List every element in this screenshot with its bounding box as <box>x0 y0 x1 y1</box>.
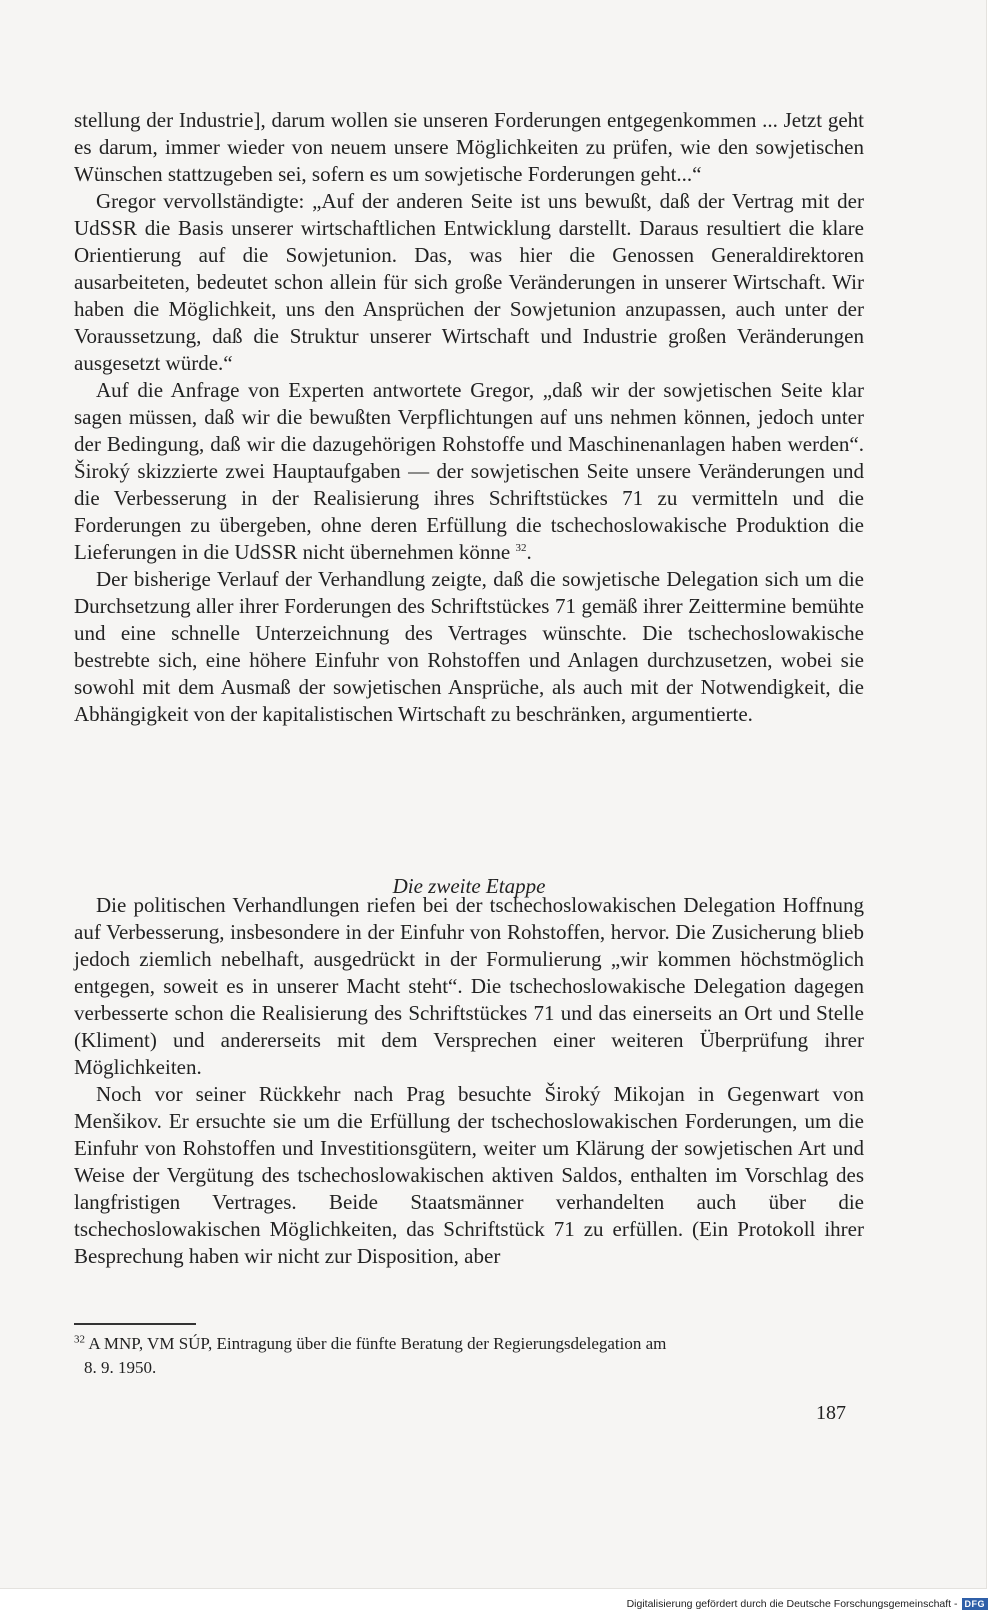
body-text-top <box>74 107 864 728</box>
footnote-number: 32 <box>74 1333 85 1346</box>
footnote-line-2: 8. 9. 1950. <box>84 1358 157 1377</box>
paragraph-2: Gregor vervollständigte: „Auf der anderen Seite ist uns bewußt, daß der Vertrag mit der UdSSR die Basis unserer wirtschaftlichen Entwicklung darstellt. Daraus resultiert die klare Orientierung auf die Sowjetunion. Das, was hier die Genossen Generaldirektoren ausarbeiteten, bedeutet schon allein für sich große Veränderungen in unserer Wirtschaft. Wir haben die Möglichkeit, uns den Ansprüchen der Sowjetunion anzupassen, auch unter der Voraussetzung, daß die Struktur unserer Wirtschaft und Industrie großen Veränderungen ausgesetzt würde.“ <box>74 189 864 375</box>
paragraph-5: Die politischen Verhandlungen riefen bei der tschechoslowakischen Delegation Hoffnung auf Verbesserung, insbesondere in der Einfuhr von Rohstoffen, hervor. Die Zusicherung blieb jedoch ziemlich nebelhaft, ausgedrückt in der Formulierung „wir kommen höchstmöglich entgegen, soweit es in unserer Macht steht“. Die tschechoslowakische Delegation dagegen verbesserte schon die Realisierung des Schriftstückes 71 und das einerseits an Ort und Stelle (Kliment) und andererseits mit dem Versprechen einer weiteren Überprüfung ihrer Möglichkeiten. <box>74 893 864 1079</box>
paragraph-3-text: Auf die Anfrage von Experten antwortete Gregor, „daß wir der sowjetischen Seite klar sagen müssen, daß wir die bewußten Verpflichtungen auf uns nehmen können, jedoch unter der Bedingung, daß wir die dazugehörigen Rohstoffe und Maschinenanlagen haben werden“. Široký skizzierte zwei Hauptaufgaben — der sowjetischen Seite unsere Veränderungen und die Verbesserung in der Realisierung ihres Schriftstückes 71 zu vermitteln und die Forderungen zu übergeben, ohne deren Erfüllung die tschechoslowakische Produktion die Lieferungen in die UdSSR nicht übernehmen könne <box>74 378 864 564</box>
footnote <box>74 1332 866 1380</box>
paragraph-3 <box>74 377 864 566</box>
digitization-credit <box>627 1598 988 1610</box>
page-number: 187 <box>816 1402 846 1424</box>
footnote-reference-suffix: . <box>526 540 532 564</box>
paragraph-4: Der bisherige Verlauf der Verhandlung zeigte, daß die sowjetische Delegation sich um die Durchsetzung aller ihrer Forderungen des Schriftstückes 71 gemäß ihrer Zeittermine bemühte und eine schnelle Unterzeichnung des Vertrages wünschte. Die tschechoslowakische bestrebte sich, eine höhere Einfuhr von Rohstoffen und Anlagen durchzusetzen, wobei sie sowohl mit dem Ausmaß der sowjetischen Ansprüche, als auch mit der Notwendigkeit, die Abhängigkeit von der kapitalistischen Wirtschaft zu beschränken, argumentierte. <box>74 567 864 726</box>
footnote-line-1: A MNP, VM SÚP, Eintragung über die fünfte Beratung der Regierungsdelegation am <box>88 1334 667 1353</box>
footnote-reference: 32 <box>515 542 527 554</box>
body-text-bottom <box>74 892 864 1270</box>
credit-text: Digitalisierung gefördert durch die Deutsche Forschungsgemeinschaft - <box>626 1598 958 1610</box>
paragraph-1: stellung der Industrie], darum wollen sie unseren Forderungen entgegenkommen ... Jetzt geht es darum, immer wieder von neuem unsere Möglichkeiten zu prüfen, wie den sowjetischen Wünschen stattzugeben sei, sofern es um sowjetische Forderungen geht...“ <box>74 108 864 186</box>
section-heading: Die zweite Etappe <box>392 874 546 898</box>
dfg-logo-icon: DFG <box>962 1598 989 1610</box>
paragraph-6: Noch vor seiner Rückkehr nach Prag besuchte Široký Mikojan in Gegenwart von Menšikov. Er ersuchte sie um die Erfüllung der tschechoslowakischen Forderungen, um die Einfuhr von Rohstoffen und Investitionsgütern, weiter um Klärung der sowjetischen Art und Weise der Vergütung des tschechoslowakischen aktiven Saldos, enthalten im Vorschlag des langfristigen Vertrages. Beide Staatsmänner verhandelten auch über die tschechoslowakischen Möglichkeiten, das Schriftstück 71 zu erfüllen. (Ein Protokoll ihrer Besprechung haben wir nicht zur Disposition, aber <box>74 1082 864 1268</box>
footnote-rule <box>74 1323 196 1325</box>
